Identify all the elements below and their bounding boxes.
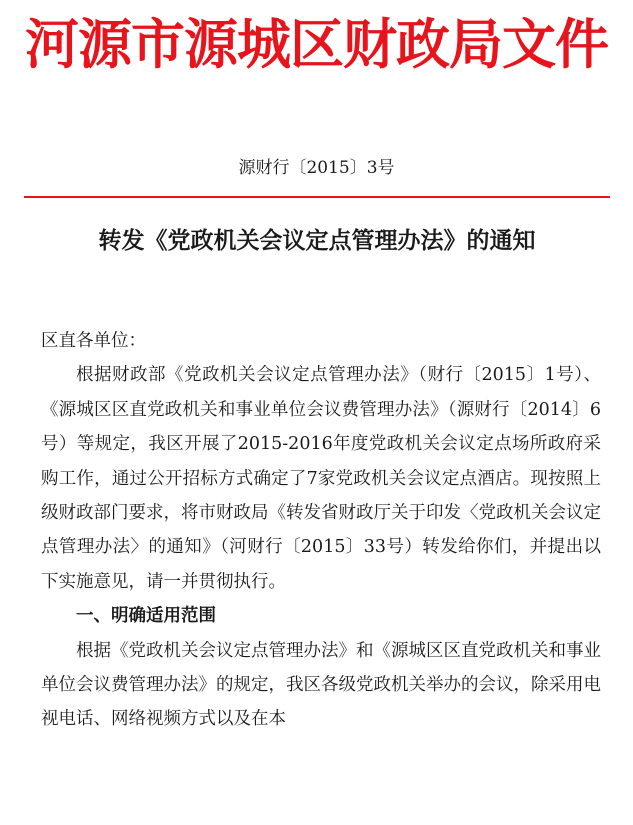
issuing-authority-title: 河源市源城区财政局文件 <box>25 12 608 76</box>
section-heading: 一、明确适用范围 <box>76 606 216 627</box>
document-number: 源财行〔2015〕3号 <box>238 158 395 178</box>
body-paragraph: 根据《党政机关会议定点管理办法》和《源城区区直党政机关和事业单位会议费管理办法》的规定，我区各级党政机关举办的会议，除采用电视电话、网络视频方式以及在本 <box>41 640 601 730</box>
red-divider-line <box>24 196 610 198</box>
document-title: 转发《党政机关会议定点管理办法》的通知 <box>98 228 536 254</box>
document-body <box>41 324 601 737</box>
body-paragraph: 根据财政部《党政机关会议定点管理办法》（财行〔2015〕1号）、《源城区区直党政机关和事业单位会议费管理办法》（源财行〔2014〕6号）等规定，我区开展了2015-2016年度党政机关会议定点场所政府采购工作，通过公开招标方式确定了7家党政机关会议定点酒店。现按照上级财政部门要求，将市财政局《转发省财政厅关于印发〈党政机关会议定点管理办法〉的通知》（河财行〔2015〕33号）转发给你们，并提出以下实施意见，请一并贯彻执行。 <box>41 365 601 592</box>
salutation: 区直各单位： <box>41 331 146 351</box>
